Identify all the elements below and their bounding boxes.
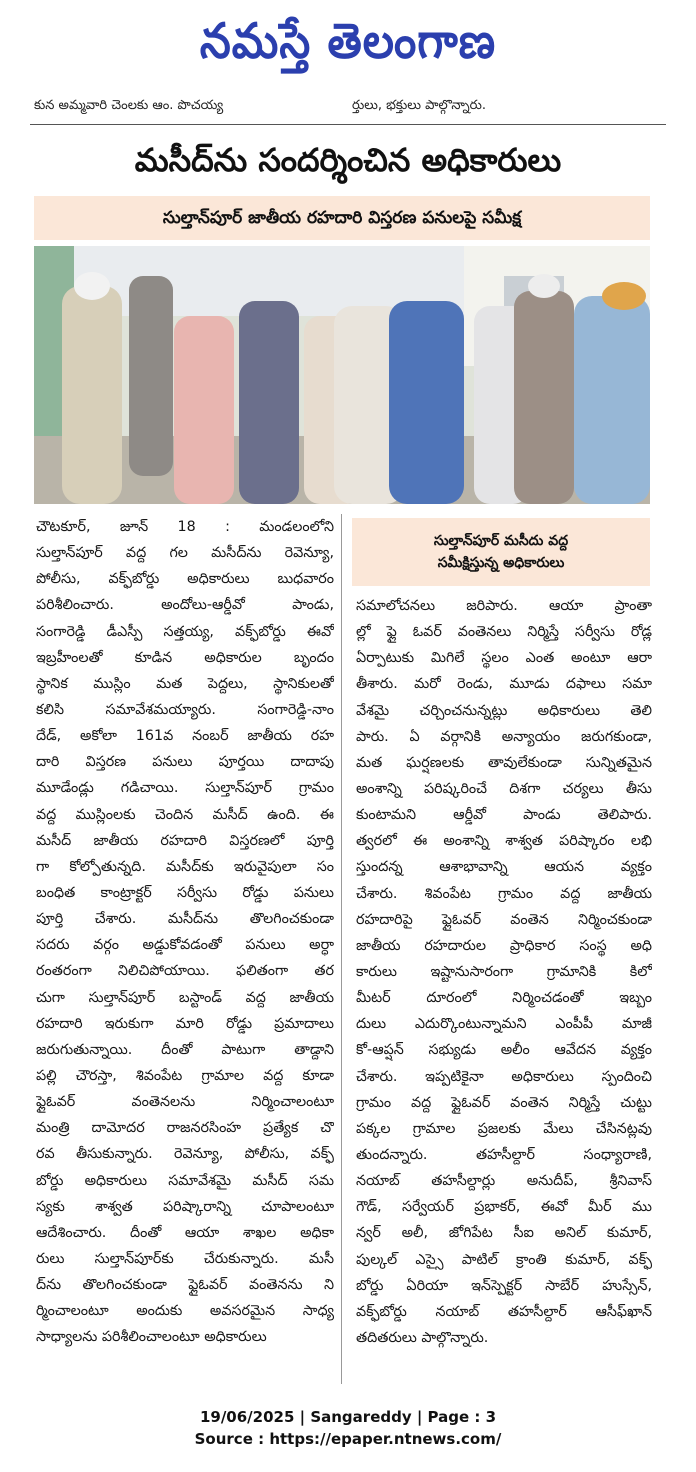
body-text-line: దేడ్‌, అకోలా 161వ నంబర్‌ జాతీయ రహ	[36, 728, 334, 745]
body-text-line: చేశారు. ఇప్పటికైనా అధికారులు స్పందించి	[356, 1068, 652, 1085]
body-text-line: మత ఘర్షణలకు తావులేకుండా సున్నితమైన	[356, 754, 652, 771]
body-text-line: తీశారు. మరో రెండు, మూడు దఫాలు సమా	[356, 676, 652, 693]
body-text-line: కో-ఆప్షన్‌ సభ్యుడు అలీం ఆవేదన వ్యక్తం	[356, 1042, 652, 1059]
photo-caption	[352, 518, 650, 586]
body-text-line: అంశాన్ని పరిష్కరించే దిశగా చర్యలు తీసు	[356, 780, 652, 797]
body-text-line: న్వర్‌ అలీ, జోగిపేట సీఐ అనిల్‌ కుమార్‌,	[356, 1225, 652, 1242]
body-text-line: ద్‌ను తొలగించకుండా ఫ్లైఓవర్‌ వంతెనను ని	[36, 1277, 334, 1294]
body-text-line: పుల్కల్‌ ఎస్సై పాటిల్‌ క్రాంతి కుమార్‌, వక్ఫ్‌	[356, 1251, 652, 1268]
body-text-line: మసీద్‌ జాతీయ రహదారి విస్తరణలో పూర్తి	[36, 832, 334, 849]
body-text-line: ల్లో ఫ్లై ఓవర్‌ వంతెనలు నిర్మిస్తే సర్వీసు రోడ్ల	[356, 624, 652, 641]
footer-source: Source : https://epaper.ntnews.com/	[194, 1430, 502, 1448]
article-body-right-column	[356, 593, 652, 1351]
body-text-line: పక్కల గ్రామాల ప్రజలకు మేలు చేసినట్లవు	[356, 1120, 652, 1137]
body-text-line: రహదారిపై ఫ్లైఓవర్‌ వంతెన నిర్మించకుండా	[356, 911, 652, 928]
body-text-line: ర్మించాలంటూ అందుకు అవసరమైన సాధ్య	[36, 1303, 334, 1320]
body-text-line: రవ తీసుకున్నారు. రెవెన్యూ, పోలీసు, వక్ఫ్‌	[36, 1146, 334, 1163]
photo-caption-line-2: సమీక్షిస్తున్న అధికారులు	[437, 555, 565, 571]
column-divider	[341, 514, 342, 1384]
body-text-line: కారులు ఇష్టానుసారంగా గ్రామానికి కిలో	[356, 963, 652, 980]
body-text-line: దులు ఎదుర్కొంటున్నామని ఎంపీపీ మాజీ	[356, 1016, 652, 1033]
body-text-line: దారి విస్తరణ పనులు పూర్తయి దాదాపు	[36, 754, 334, 771]
body-text-line: తదితరులు పాల్గొన్నారు.	[356, 1329, 489, 1346]
article-subheadline: సుల్తాన్‌పూర్‌ జాతీయ రహదారి విస్తరణ పనులపై సమీక్ష	[34, 196, 650, 240]
body-text-line: బంధిత కాంట్రాక్టర్‌ సర్వీసు రోడ్డు పనులు	[36, 884, 334, 901]
body-text-line: మూడేండ్లు గడిచాయి. సుల్తాన్‌పూర్‌ గ్రామం	[36, 780, 334, 797]
body-text-line: ఇబ్రహీంలతో కూడిన అధికారుల బృందం	[36, 649, 334, 666]
body-text-line: కుంటామని ఆర్డీవో పాండు తెలిపారు.	[356, 807, 652, 824]
body-text-line: ఏర్పాటుకు మిగిలే స్థలం ఎంత అంటూ ఆరా	[356, 650, 652, 667]
body-text-line: సంగారెడ్డి డీఎస్పీ సత్తయ్య, వక్ఫ్‌బోర్డు ఈవో	[36, 623, 334, 640]
body-text-line: సదరు వర్గం అడ్డుకోవడంతో పనులు అర్ధా	[36, 937, 334, 954]
officials-at-mosque-photo	[34, 246, 650, 504]
body-text-line: చౌటకూర్‌, జూన్‌ 18 : మండలంలోని	[36, 519, 334, 535]
body-text-line: స్థానిక ముస్లిం మత పెద్దలు, స్థానికులతో	[36, 675, 334, 692]
body-text-line: గా కోల్పోతున్నది. మసీద్‌కు ఇరువైపులా సం	[36, 858, 334, 875]
body-text-line: బోర్డు అధికారులు సమావేశమై మసీద్‌ సమ	[36, 1172, 334, 1189]
body-text-line: మీటర్‌ దూరంలో నిర్మించడంతో ఇబ్బం	[356, 990, 652, 1007]
body-text-line: తుందన్నారు. తహసీల్దార్‌ సంధ్యారాణి,	[356, 1146, 652, 1163]
body-text-line: పారు. ఏ వర్గానికి అన్యాయం జరుగకుండా,	[356, 728, 652, 745]
previous-article-line-right: ర్తులు, భక్తులు పాల్గొన్నారు.	[352, 98, 486, 113]
body-text-line: పరిశీలించారు. అందోలు-ఆర్డీవో పాండు,	[36, 597, 334, 614]
body-text-line: పోలీసు, వక్ఫ్‌బోర్డు అధికారులు బుధవారం	[36, 571, 334, 588]
divider	[30, 124, 666, 125]
body-text-line: స్తుందన్న ఆశాభావాన్ని ఆయన వ్యక్తం	[356, 859, 652, 876]
body-text-line: పూర్తి చేశారు. మసీద్‌ను తొలగించకుండా	[36, 911, 334, 928]
photo-caption-line-1: సుల్తాన్‌పూర్‌ మసీదు వద్ద	[433, 533, 569, 549]
body-text-line: త్వరలో ఈ అంశాన్ని శాశ్వత పరిష్కారం లభి	[356, 833, 652, 850]
body-text-line: ఆదేశించారు. దీంతో ఆయా శాఖల అధికా	[36, 1224, 334, 1241]
body-text-line: పల్లి చౌరస్తా, శివంపేట గ్రామాల వద్ద కూడా	[36, 1067, 334, 1084]
body-text-line: వేశమై చర్చించనున్నట్లు అధికారులు తెలి	[356, 702, 652, 719]
article-headline: మసీద్‌ను సందర్శించిన అధికారులు	[134, 141, 562, 179]
body-text-line: సమాలోచనలు జరిపారు. ఆయా ప్రాంతా	[356, 598, 652, 614]
body-text-line: రహదారి ఇరుకుగా మారి రోడ్డు ప్రమాదాలు	[36, 1015, 334, 1032]
masthead: నమస్తే తెలంగాణ	[199, 13, 497, 70]
previous-article-line-left: కున అమ్మవారి చెంలకు ఆం. పొచయ్య	[34, 98, 224, 113]
body-text-line: జాతీయ రహదారుల ప్రాధికార సంస్థ అధి	[356, 937, 652, 954]
body-text-line: నయాబ్‌ తహసీల్దార్లు అనుదీప్‌, శ్రీనివాస్‌	[356, 1173, 652, 1190]
body-text-line: సాధ్యాలను పరిశీలించాలంటూ అధికారులు	[36, 1329, 267, 1346]
body-text-line: వద్ద ముస్లింలకు చెందిన మసీద్‌ ఉంది. ఈ	[36, 806, 334, 823]
body-text-line: జరుగుతున్నాయి. దీంతో పాటుగా తాడ్దాని	[36, 1041, 334, 1058]
article-body-left-column	[36, 514, 334, 1351]
body-text-line: చేశారు. శివంపేట గ్రామం వద్ద జాతీయ	[356, 885, 652, 902]
article-photo	[34, 246, 650, 504]
body-text-line: రులు సుల్తాన్‌పూర్‌కు చేరుకున్నారు. మసీ	[36, 1250, 334, 1267]
body-text-line: కలిసి సమావేశమయ్యారు. సంగారెడ్డి-నాం	[36, 701, 334, 718]
body-text-line: మంత్రి దామోదర రాజనరసింహ ప్రత్యేక చొ	[36, 1120, 334, 1137]
body-text-line: బోర్డు ఏరియా ఇన్‌స్పెక్టర్‌ సాబేర్‌ హుస్సేన్‌,	[356, 1277, 652, 1294]
body-text-line: స్యకు శాశ్వత పరిష్కారాన్ని చూపాలంటూ	[36, 1198, 334, 1215]
body-text-line: గౌడ్‌, సర్వేయర్‌ ప్రభాకర్‌, ఈవో మీర్‌ ము	[356, 1199, 652, 1216]
body-text-line: రంతరంగా నిలిచిపోయాయి. ఫలితంగా తర	[36, 963, 334, 980]
body-text-line: గ్రామం వద్ద ఫ్లైఓవర్‌ వంతెన నిర్మిస్తే చుట్టు	[356, 1094, 652, 1111]
body-text-line: చుగా సుల్తాన్‌పూర్‌ బస్టాండ్‌ వద్ద జాతీయ	[36, 989, 334, 1006]
body-text-line: సుల్తాన్‌పూర్‌ వద్ద గల మసీద్‌ను రెవెన్యూ,	[36, 545, 334, 562]
footer-date-edition-page: 19/06/2025 | Sangareddy | Page : 3	[199, 1408, 497, 1426]
body-text-line: వక్ఫ్‌బోర్డు నయాబ్‌ తహసీల్దార్‌ ఆసీఫ్‌ఖాన్‌	[356, 1303, 652, 1320]
body-text-line: ఫ్లైఓవర్‌ వంతెనలను నిర్మించాలంటూ	[36, 1094, 334, 1111]
